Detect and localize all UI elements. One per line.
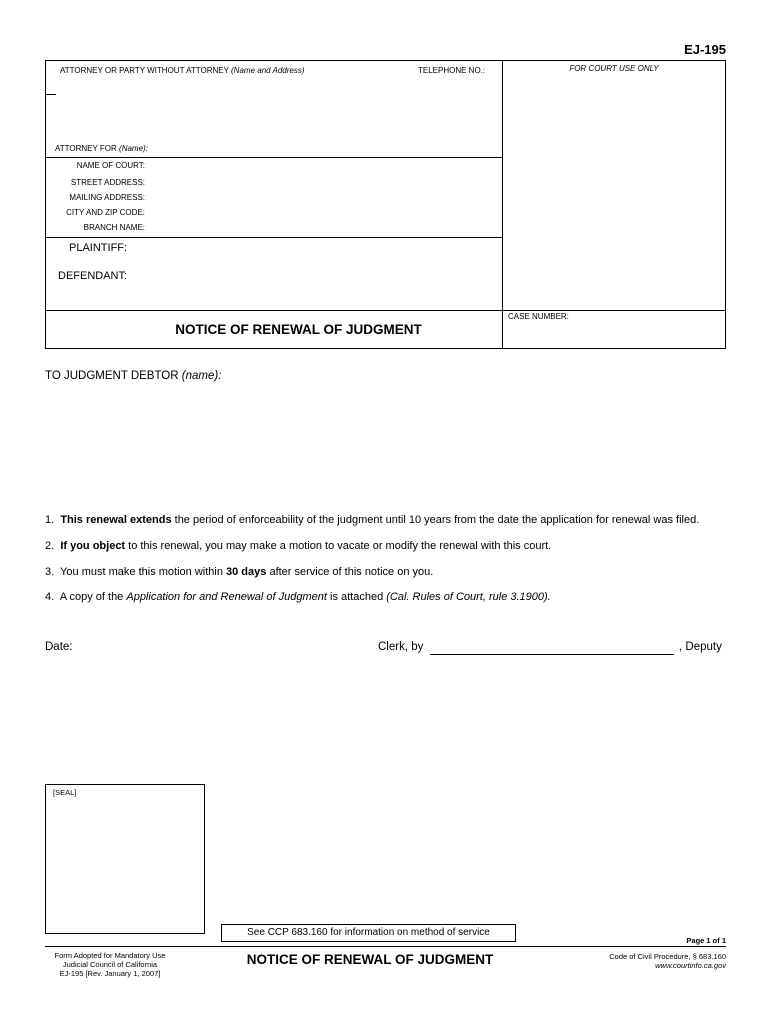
attorney-label: ATTORNEY OR PARTY WITHOUT ATTORNEY (Name and Address) — [60, 66, 305, 75]
service-note: See CCP 683.160 for information on method of service — [247, 927, 490, 938]
divider-parties — [45, 310, 726, 311]
seal-label: [SEAL] — [53, 788, 77, 797]
plaintiff-label: PLAINTIFF: — [69, 242, 128, 254]
item-3: 3. You must make this motion within 30 days after service of this notice on you. — [45, 566, 434, 578]
item-4: 4. A copy of the Application for and Renewal of Judgment is attached (Cal. Rules of Court, rule 3.1900). — [45, 591, 551, 603]
clerk-label: Clerk, by — [378, 641, 424, 653]
form-id: EJ-195 — [684, 42, 726, 57]
deputy-label: , Deputy — [679, 641, 722, 653]
court-field-mailing: MAILING ADDRESS: — [69, 193, 145, 202]
defendant-label: DEFENDANT: — [58, 270, 128, 282]
judgment-debtor-label: TO JUDGMENT DEBTOR (name): — [45, 370, 222, 382]
leader-mark — [45, 94, 56, 95]
item-2: 2. If you object to this renewal, you may make a motion to vacate or modify the renewal with this court. — [45, 540, 552, 552]
footer-title: NOTICE OF RENEWAL OF JUDGMENT — [246, 952, 494, 967]
court-field-name: NAME OF COURT: — [76, 161, 145, 170]
form-title: NOTICE OF RENEWAL OF JUDGMENT — [175, 322, 422, 337]
divider-attorney — [45, 157, 502, 158]
case-number-label: CASE NUMBER: — [508, 312, 569, 321]
footer-code: Code of Civil Procedure, § 683.160 — [609, 952, 726, 961]
footer-rule — [45, 946, 726, 947]
footer-website[interactable]: www.courtinfo.ca.gov — [655, 961, 726, 970]
telephone-label: TELEPHONE NO.: — [418, 66, 486, 75]
item-1: 1. This renewal extends the period of enforceability of the judgment until 10 years from the date the application for renewal was filed. — [45, 514, 700, 526]
attorney-for-label: ATTORNEY FOR (Name): — [55, 144, 148, 153]
date-label: Date: — [45, 641, 73, 653]
footer-revision: EJ-195 [Rev. January 1, 2007] — [59, 969, 161, 978]
footer-adopted: Form Adopted for Mandatory Use — [54, 951, 166, 960]
page-number: Page 1 of 1 — [686, 936, 726, 945]
seal-box — [45, 784, 205, 934]
court-field-city-zip: CITY AND ZIP CODE: — [66, 208, 145, 217]
caption-box — [45, 60, 726, 349]
divider-court — [45, 237, 502, 238]
court-field-street: STREET ADDRESS: — [70, 178, 145, 187]
court-use-divider — [502, 60, 503, 349]
court-field-branch: BRANCH NAME: — [83, 223, 145, 232]
clerk-signature-line[interactable] — [430, 654, 674, 655]
court-use-label: FOR COURT USE ONLY — [569, 64, 659, 73]
footer-council: Judicial Council of California — [62, 960, 158, 969]
